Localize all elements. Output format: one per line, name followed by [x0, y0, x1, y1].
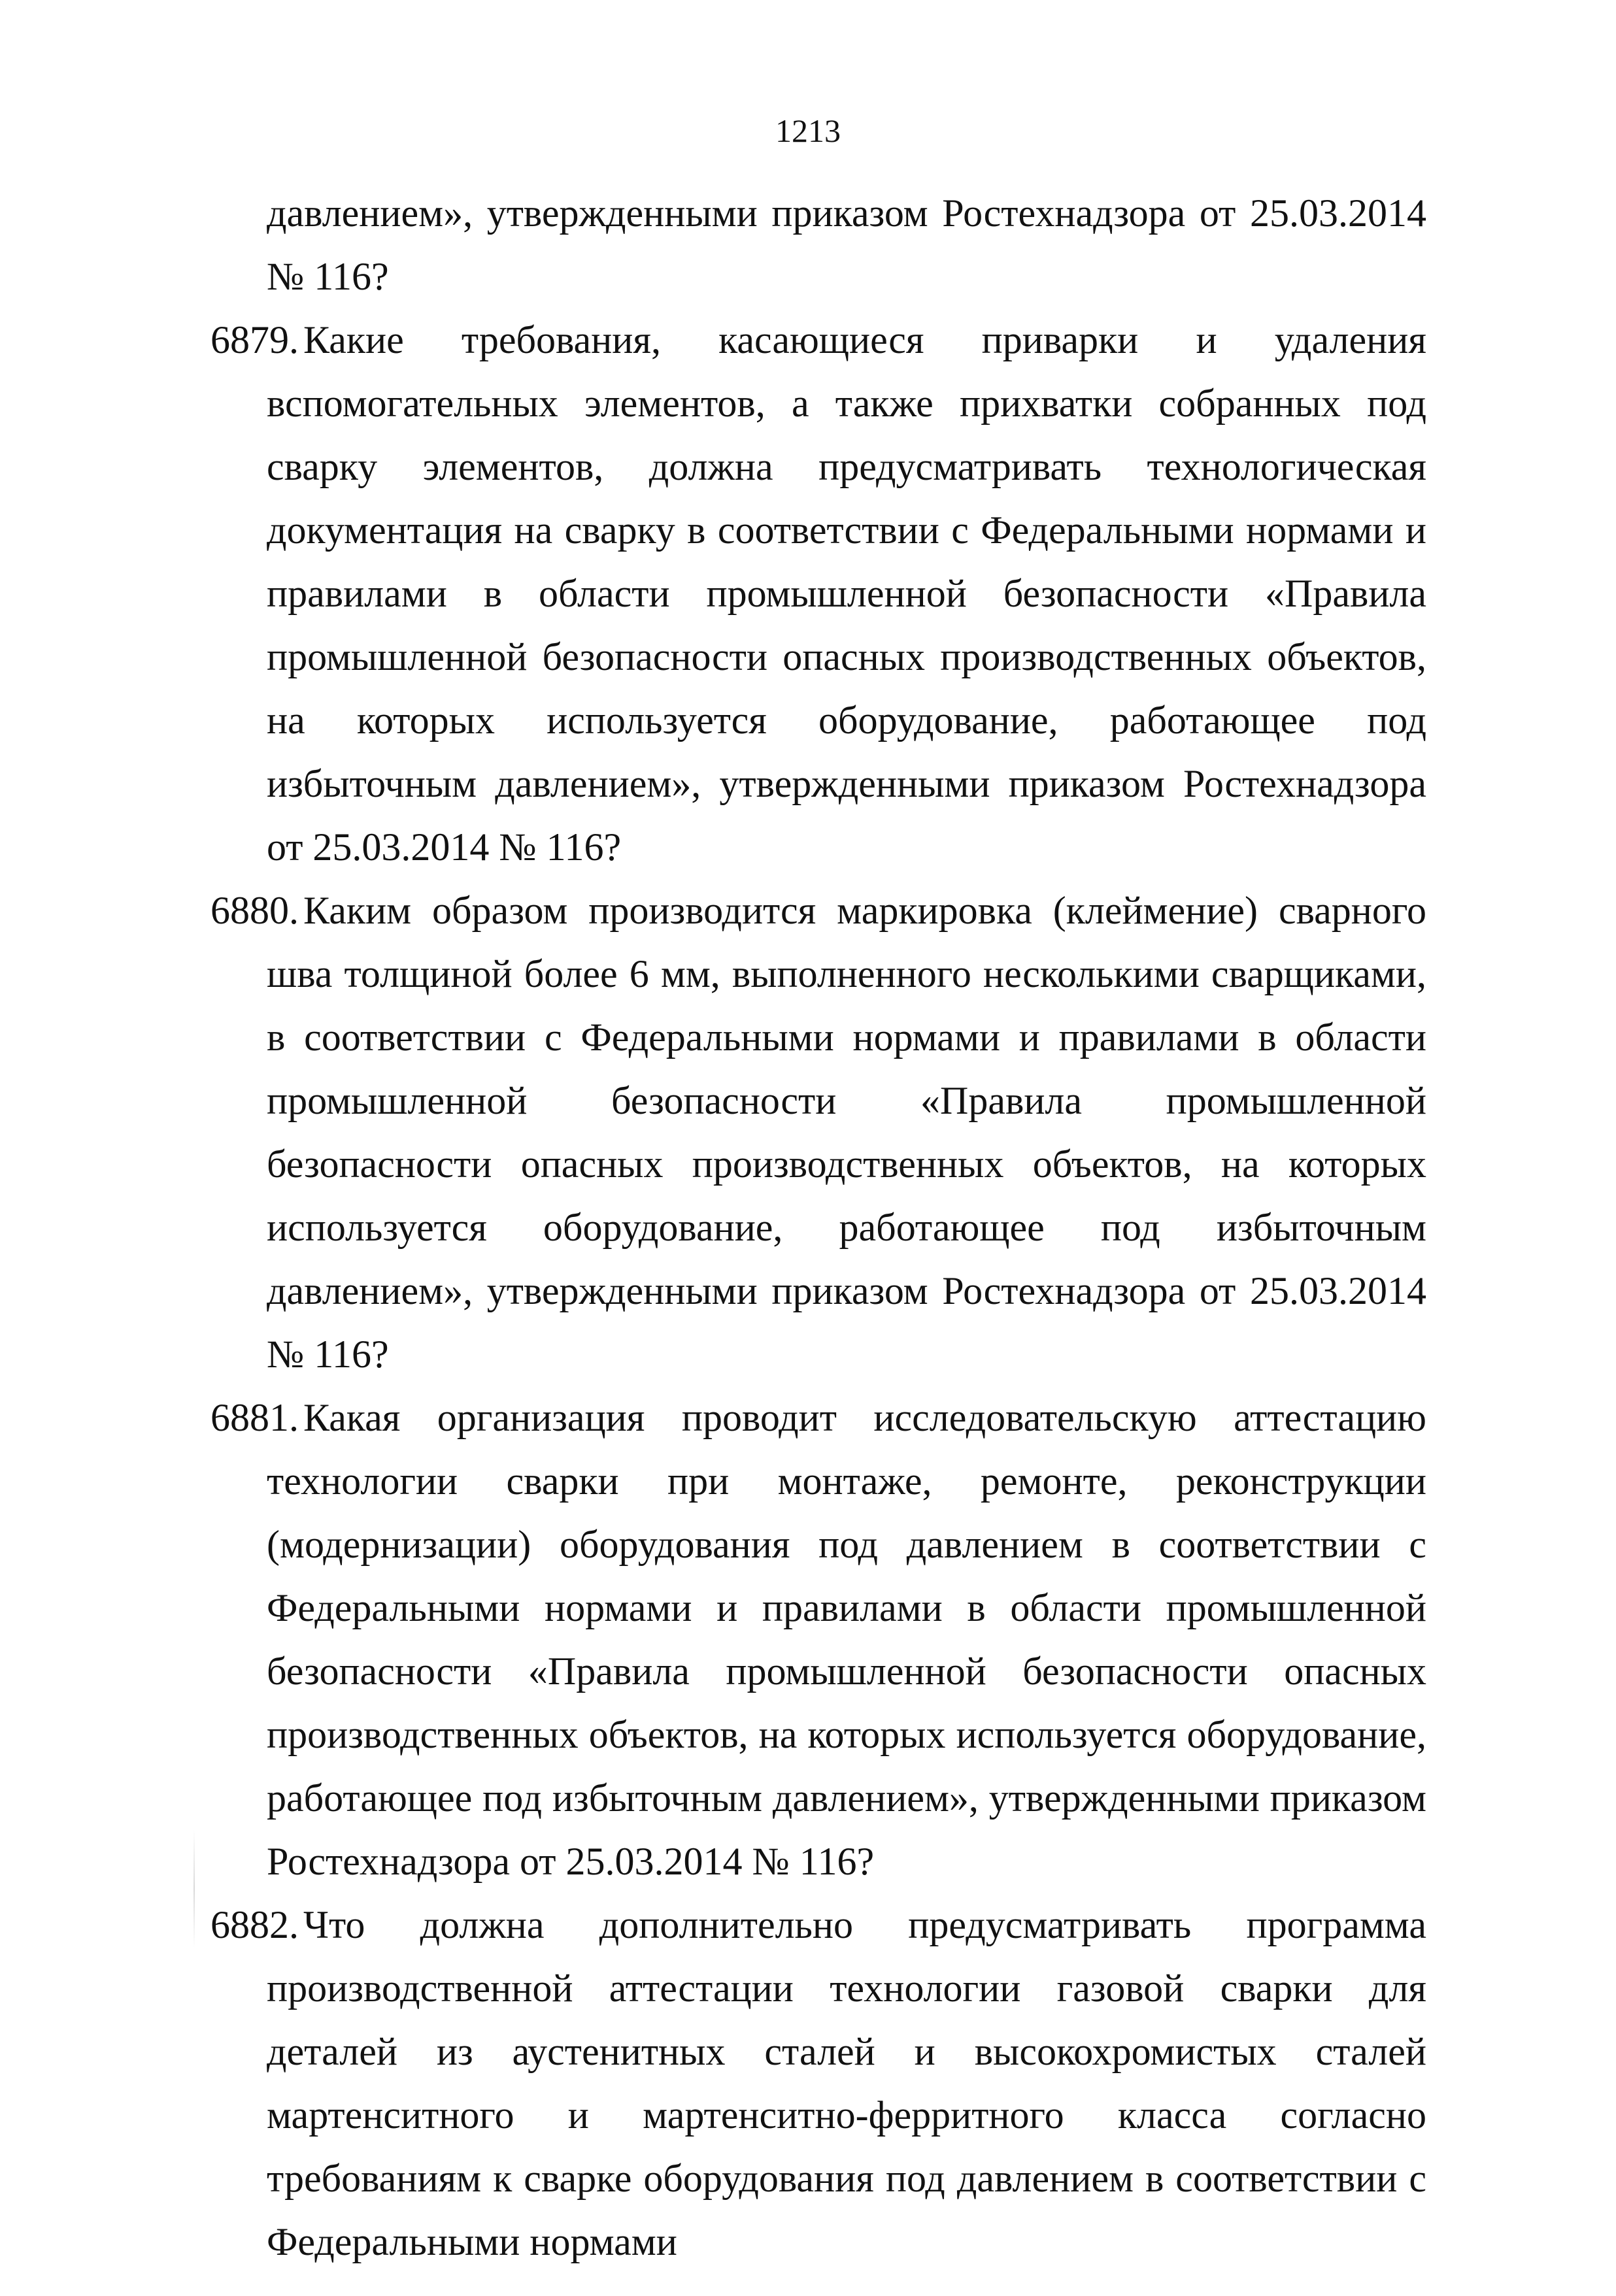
question-text: Каким образом производится маркировка (клеймение) сварного шва толщиной более 6 мм, выполненного несколькими сварщиками, в соответствии с Федеральными нормами и правилами в области промышленной безопасности «Правила промышленной безопасности опасных производственных объектов, на которых используется оборудование, работающее под избыточным давлением», утвержденными приказом Ростехнадзора от 25.03.2014 № 116? — [267, 889, 1426, 1376]
question-item — [210, 1386, 1426, 1893]
question-number: 6882. — [210, 1903, 299, 1946]
question-text: Что должна дополнительно предусматривать программа производственной аттестации технологии газовой сварки для деталей из аустенитных сталей и высокохромистых сталей мартенситного и мартенситно-ферритного класса согласно требованиям к сварке оборудования под давлением в соответствии с Федеральными нормами — [267, 1903, 1426, 2263]
document-body — [210, 182, 1426, 2274]
question-item — [210, 308, 1426, 879]
question-text: Какая организация проводит исследовательскую аттестацию технологии сварки при монтаже, ремонте, реконструкции (модернизации) оборудования под давлением в соответствии с Федеральными нормами и правилами в области промышленной безопасности «Правила промышленной безопасности опасных производственных объектов, на которых используется оборудование, работающее под избыточным давлением», утвержденными приказом Ростехнадзора от 25.03.2014 № 116? — [267, 1396, 1426, 1883]
question-number: 6879. — [210, 318, 299, 361]
page-number: 1213 — [775, 112, 841, 149]
question-number: 6880. — [210, 889, 299, 932]
question-text: Какие требования, касающиеся приварки и удаления вспомогательных элементов, а также прихватки собранных под сварку элементов, должна предусматривать технологическая документация на сварку в соответствии с Федеральными нормами и правилами в области промышленной безопасности «Правила промышленной безопасности опасных производственных объектов, на которых используется оборудование, работающее под избыточным давлением», утвержденными приказом Ростехнадзора от 25.03.2014 № 116? — [267, 318, 1426, 869]
question-number: 6881. — [210, 1396, 299, 1439]
question-item — [210, 879, 1426, 1386]
scan-artifact — [194, 1830, 195, 1948]
question-item — [210, 1893, 1426, 2274]
continuation-paragraph: давлением», утвержденными приказом Ростехнадзора от 25.03.2014 № 116? — [267, 191, 1426, 298]
